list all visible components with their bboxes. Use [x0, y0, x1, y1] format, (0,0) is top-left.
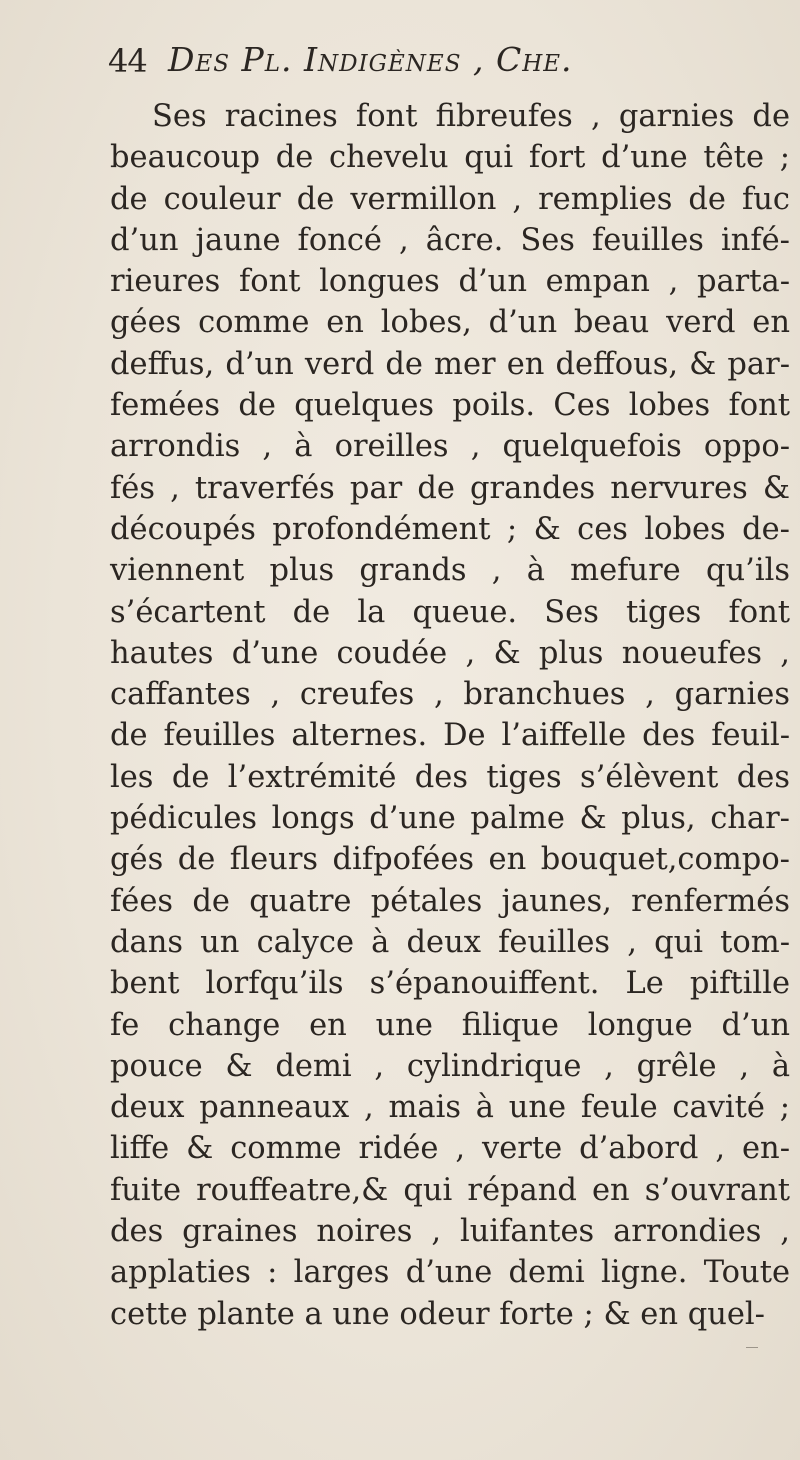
text-line: viennent plus grands , à mefure qu’ils — [110, 553, 790, 589]
text-line: fés , traverfés par de grandes nervures & — [110, 470, 790, 506]
text-line: cette plante a une odeur forte ; & en quel- — [110, 1296, 765, 1332]
text-line: dans un calyce à deux feuilles , qui tom- — [110, 924, 790, 960]
page-header — [108, 38, 768, 84]
page-number: 44 — [108, 42, 147, 80]
text-line: rieures font longues d’un empan , parta- — [110, 264, 790, 300]
text-line: deffus, d’un verd de mer en deffous, & par- — [110, 346, 790, 382]
text-line: liffe & comme ridée , verte d’abord , en- — [110, 1131, 790, 1167]
text-line: gés de fleurs difpofées en bouquet,compo- — [110, 842, 790, 878]
text-line: fées de quatre pétales jaunes, renfermés — [110, 883, 790, 919]
running-title: Des Pl. Indigènes , Che. — [168, 40, 573, 79]
text-line: applaties : larges d’une demi ligne. Toute — [110, 1255, 790, 1291]
text-line: arrondis , à oreilles , quelquefois oppo- — [110, 429, 790, 465]
text-line: des graines noires , luifantes arrondies , — [110, 1214, 790, 1250]
text-line: Ses racines font fibreufes , garnies de — [152, 99, 790, 134]
text-line: de couleur de vermillon , remplies de fuc — [110, 181, 790, 217]
text-line: pédicules longs d’une palme & plus, char- — [110, 801, 790, 837]
text-line: caffantes , creufes , branchues , garnies — [110, 677, 790, 713]
text-line: pouce & demi , cylindrique , grêle , à — [110, 1048, 790, 1084]
text-line: les de l’extrémité des tiges s’élèvent des — [110, 759, 790, 795]
text-line: hautes d’une coudée , & plus noueufes , — [110, 635, 790, 671]
text-line: bent lorfqu’ils s’épanouiffent. Le piftille — [110, 966, 790, 1002]
text-line: découpés profondément ; & ces lobes de- — [110, 511, 790, 547]
paper-mark — [746, 1347, 758, 1348]
body-text — [110, 96, 790, 1335]
text-line: gées comme en lobes, d’un beau verd en — [110, 305, 790, 341]
text-line: fuite rouffeatre,& qui répand en s’ouvrant — [110, 1172, 790, 1208]
text-line: s’écartent de la queue. Ses tiges font — [110, 594, 790, 630]
text-line: deux panneaux , mais à une feule cavité ; — [110, 1090, 790, 1126]
text-line: beaucoup de chevelu qui fort d’une tête ; — [110, 140, 790, 176]
text-line: d’un jaune foncé , âcre. Ses feuilles infé- — [110, 222, 790, 258]
text-line: de feuilles alternes. De l’aiffelle des feuil- — [110, 718, 790, 754]
text-line: fe change en une filique longue d’un — [110, 1007, 790, 1043]
text-line: femées de quelques poils. Ces lobes font — [110, 388, 790, 424]
